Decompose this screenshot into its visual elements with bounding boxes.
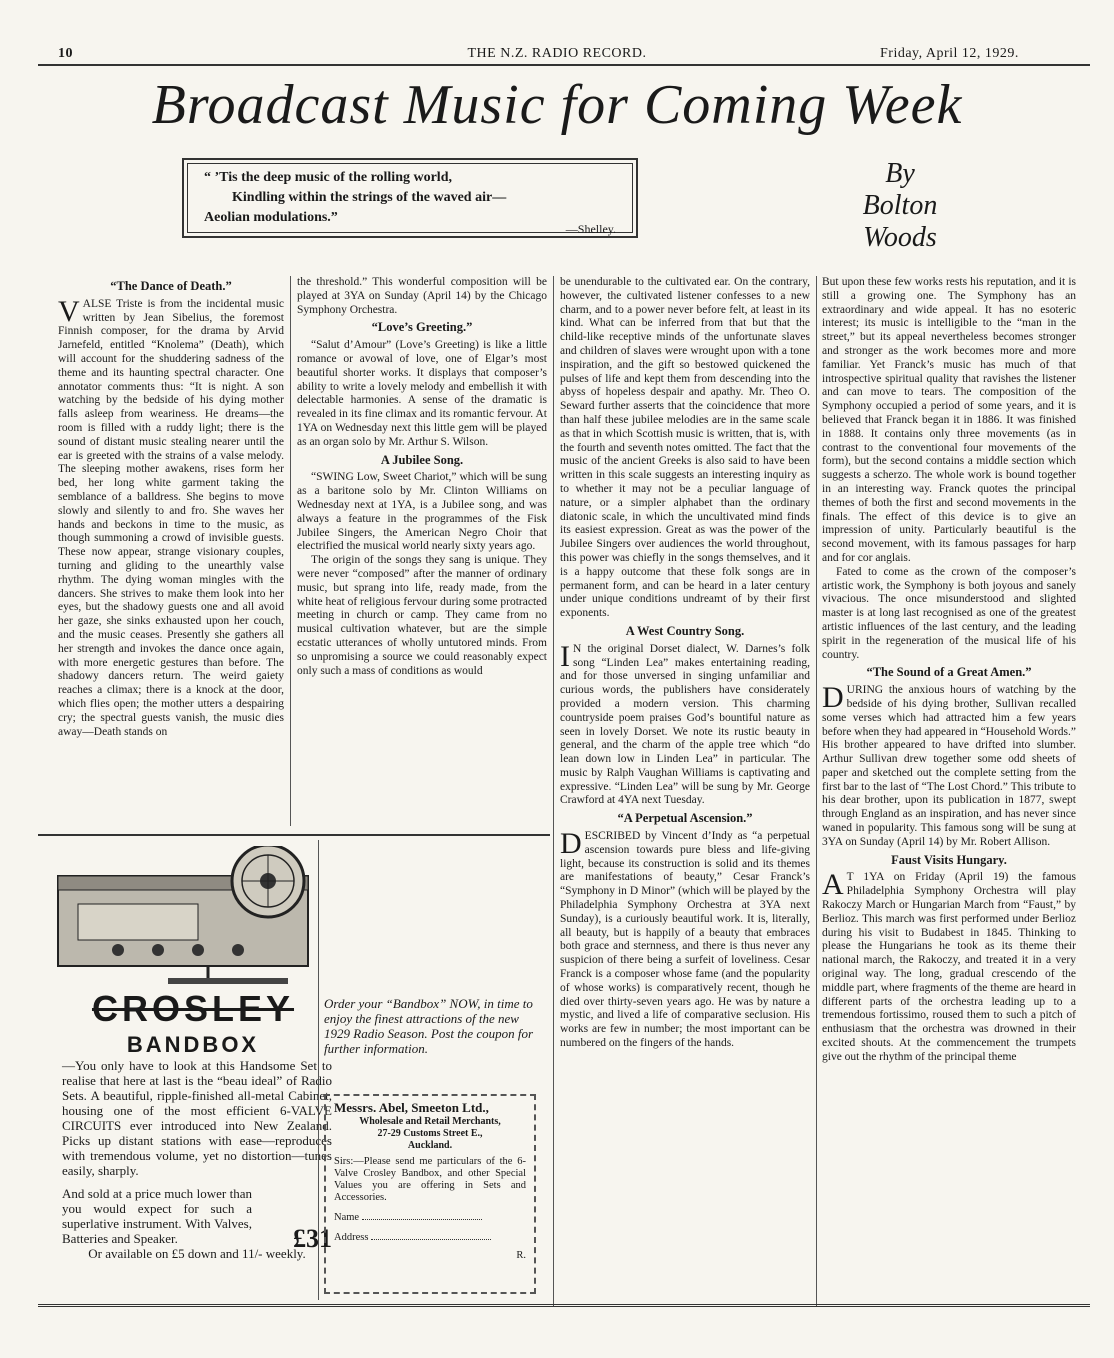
- paragraph: N the original Dorset dialect, W. Darnes’s folk song “Linden Lea” makes entertaining reading, and for those unversed in singing unfamiliar and curious words, the publishers have considerately provided a modern version. This charming countryside poem praises God’s bountiful nature as seen in lovely Dorset. We note its rustic beauty in general, and the charm of the apple tree which “do lean down low in Linden Lea” in particular. The music by Ralph Vaughan Williams is captivating and expressive. “Linden Lea” will be sung by Mr. George Crawford at 4YA next Tuesday.: [560, 642, 810, 807]
- paragraph: ESCRIBED by Vincent d’Indy as “a perpetual ascension towards pure bless and life-giving light, because its construction is solid and its themes are manifestations of beauty,” Cesar Franck’s “Symphony in D Minor” (which will be played by the Philadelphia Symphony Orchestra at 3YA next Sunday), is a curiously beautiful work. It is, literally, all beauty, but is happily of a beauty that embraces both grace and sternness, and there is thus never any suspicion of there being a surfeit of loveliness. Cesar Franck is a composer whose fame (and the popularity of whose works) is comparatively recent, though he died over thirty-seven years ago. He was by nature a mystic, and lived a life of comparative seclusion. His works are few in number; the most important can be numbered on the fingers of the hands.: [560, 830, 810, 1050]
- article-column-3: [560, 276, 810, 1326]
- drop-cap: D: [822, 681, 844, 715]
- epigraph-box: [182, 158, 638, 238]
- advert-terms: Or available on £5 down and 11/- weekly.: [88, 1246, 306, 1261]
- paragraph: be unendurable to the cultivated ear. On the contrary, however, the cultivated listener confesses to a new charm, and to a power never before felt, at least in its kind. What can be inferred from that but that the child-like receptive minds of the unfortunate slaves and children of slaves were wrought upon with a tone inspiration, and the gift so bestowed quickened the pulses of life and kept them from descending into the abyss of hopeless despair and apathy. Mr. Theo O. Seward further asserts that the coincidence that more than half these jubilee melodies are in the same scale as that in which Scottish music is written, that is, with the fourth and seventh notes omitted. The fact that the music of the ancient Greeks is also said to have been written in this scale suggests an interesting inquiry as to whether it may not be a peculiar language of nature, or a simpler alphabet than the ordinary diatonic scale, in which the uncultivated mind finds its easiest expression. Great as was the power of the Jubilee Singers over audiences the world throughout, this power was chiefly in the songs themselves, and it is a happy outcome that these folk songs are in permanent form, and can be heard in a later century under unique conditions undreamt of by their first exponents.: [560, 276, 810, 620]
- article-column-2: [297, 276, 547, 826]
- page-number: 10: [58, 46, 73, 61]
- coupon-street: 27-29 Customs Street E.,: [377, 1128, 483, 1139]
- advert-paragraph: —You only have to look at this Handsome Set to realise that here at last is the “beau ideal” of Radio Sets. A beautiful, ripple-finished all-metal Cabinet, housing one of the most efficient 6-VALVE CIRCUITS ever introduced into New Zealand. Picks up distant stations with ease—reproduces with tremendous volume, yet no distortion—tunes easily, sharply.: [62, 1058, 332, 1178]
- section-heading-west-country-song: A West Country Song.: [625, 623, 745, 638]
- paragraph: Fated to come as the crown of the composer’s artistic work, the Symphony is both joyous and sanely vivacious. The once misunderstood and slighted master is at long last recognised as one of the greatest artistic influences of the last century, and the leading spirit in the regeneration of the musical life of his country.: [822, 565, 1076, 661]
- crosley-advertisement: [38, 840, 550, 1300]
- section-heading-loves-greeting: “Love’s Greeting.”: [371, 320, 473, 335]
- byline: [845, 158, 955, 254]
- paragraph: URING the anxious hours of watching by the bedside of his dying brother, Sullivan recalled some verses which had attracted him a few years before when they had appeared in “Household Words.” His brother appeared to have drifted into slumber. Arthur Sullivan drew together some odd sheets of paper and sketched out the complete setting from the first bar to the last of “The Lost Chord.” This tribute to his dear brother, upon its publication in 1877, swept through England as an inspiration, and has never since waned in popularity. This famous song will be sung at 3YA on Sunday (April 14) by Mr. Robert Allison.: [822, 684, 1076, 848]
- paragraph: ALSE Triste is from the incidental music written by Jean Sibelius, the foremost Finnish composer, for the drama by Arvid Jarnefeld, entitled “Knolema” (Death), which will account for the shuddering sadness of the theme and its haunting spectral character. One annotator comments thus: “It is night. A son watching by the bedside of his dying mother falls asleep from weariness. He dreams—the room is filled with a ruddy light; there is the sound of distant music stealing nearer until the ear is greeted with the strains of a valse melody. The sleeping mother awakens, rises form her bed, her long white garment taking the semblance of a balldress. She begins to move slowly and silently to and fro. She waves her hands and beckons in time to the music, as though summoning a crowd of invisible guests. These now appear, strange visionary couples, turning and gliding to the unearthly valse rhythm. The dying woman mingles with the dancers. She strives to make them look into her eyes, but the shadowy guests one and all avoid her gaze, she sinks exhausted upon her couch, and the music ceases. Presently she gathers all her strength and invokes the dance once again, with more energetic gestures than before. The shadowy dancers return. The weird gaiety reaches a climax; there is a knock at the door, which flies open; the mother utters a despairing cry; the spectral guests vanish, the music dies away—Death stands on: [58, 297, 284, 738]
- order-coupon[interactable]: [324, 1094, 536, 1294]
- epigraph-line-1: “ ’Tis the deep music of the rolling world,: [204, 170, 452, 185]
- paragraph: “SWING Low, Sweet Chariot,” which will be sung as a baritone solo by Mr. Clinton Williams on Wednesday next at 1YA, is a Jubilee song, and was always a feature in the programmes of the Fisk Jubilee Singers, the American Negro Choir that electrified the musical world nearly sixty years ago.: [297, 471, 547, 553]
- epigraph-attribution: —Shelley.: [565, 222, 616, 236]
- byline-first: Bolton: [862, 190, 938, 221]
- drop-cap: A: [822, 868, 844, 902]
- section-heading-perpetual-ascension: “A Perpetual Ascension.”: [617, 811, 753, 826]
- header-rule: [38, 64, 1090, 66]
- coupon-trade: Wholesale and Retail Merchants,: [359, 1116, 501, 1127]
- advert-price-row: [62, 1186, 332, 1253]
- paragraph: But upon these few works rests his reputation, and it is still a growing one. The Symphony has an extraordinary and wide appeal. It has no esoteric interest; its music is intelligible to the “man in the street,” but its appeal nevertheless becomes stronger and stronger as the work becomes more and more familiar. Yet Franck’s music has much of that introspective spiritual quality that ravishes the listener and can move to tears. The composition of the Symphony occupied a period of some years, and it is believed that Franck began it in 1886. It was finished in 1888. It contains only three movements (as in contrast to the conventional four movements of the form), but the second contains a middle section which suggests a scherzo. The whole work is bound together in an interesting way. Franck quotes the principal themes of both the first and second movements in the finals. The effect of this device is to give an impression of unity. Particularly beautiful is the second movement, with its famous passages for harp and for cor anglais.: [822, 276, 1076, 564]
- paragraph: T 1YA on Friday (April 19) the famous Philadelphia Symphony Orchestra will play Rakoczy March or Hungarian March from “Faust,” by Berlioz. This march was first performed under Berlioz during his visit to Budabest in 1845. Thinking to please the Hungarians he took as its theme their national march, the Rakoczy, and treated it in a very original way. The long, gradual crescendo of the middle part, where fragments of the theme are heard in different parts of the orchestra leading up to a tremendous fortissimo, roused them to such a pitch of enthusiasm that the orchestra was drowned in their excited shouts. At the commencement the trumpets give out the rhythm of the principal theme: [822, 871, 1076, 1063]
- radio-set-illustration: [48, 846, 548, 986]
- order-prompt: Order your “Bandbox” NOW, in time to enjoy the finest attractions of the new 1929 Radio Season. Post the coupon for further information.: [324, 996, 534, 1056]
- coupon-code: R.: [516, 1250, 526, 1261]
- paragraph: The origin of the songs they sang is unique. They were never “composed” after the manner of ordinary music, but sprang into life, ready made, from the white heat of religious fervour during some protracted meeting in church or camp. They came from no musical cultivation whatever, but are the simple ecstatic utterances of wholly untutored minds. From so unpromising a source we could reasonably expect only such a mass of conditions as would: [297, 554, 547, 677]
- section-heading-faust-hungary: Faust Visits Hungary.: [891, 852, 1007, 867]
- coupon-name-label: Name: [334, 1212, 360, 1223]
- coupon-firm: Messrs. Abel, Smeeton Ltd.,: [334, 1100, 489, 1115]
- page-headline: Broadcast Music for Coming Week: [151, 74, 963, 136]
- advert-top-rule: [38, 834, 550, 836]
- advert-body: [62, 1058, 332, 1269]
- drop-cap: D: [560, 827, 582, 861]
- coupon-name-field[interactable]: [334, 1212, 526, 1224]
- article-column-1: [58, 276, 284, 826]
- paragraph: “Salut d’Amour” (Love’s Greeting) is like a little romance or avowal of love, one of Elgar’s most beautiful shorter works. It displays that composer’s ability to write a lovely melody and embellish it with delectable harmonies. A sense of the dramatic is revealed in its fine climax and its romantic fervour. At 1YA on Wednesday next this little gem will be played as an organ solo by Mr. Arthur S. Wilson.: [297, 339, 547, 448]
- issue-date: Friday, April 12, 1929.: [880, 46, 1019, 61]
- column-divider: [290, 276, 291, 826]
- product-name: BANDBOX: [126, 1032, 260, 1057]
- byline-last: Woods: [863, 222, 937, 253]
- paragraph: the threshold.” This wonderful composition will be played at 3YA on Sunday (April 14) by the Chicago Symphony Orchestra.: [297, 276, 547, 316]
- article-column-4: [822, 276, 1076, 1326]
- section-heading-great-amen: “The Sound of a Great Amen.”: [866, 665, 1032, 680]
- coupon-body: Sirs:—Please send me particulars of the 6-Valve Crosley Bandbox, and other Special Values you are offering in Sets and Accessories.: [334, 1156, 526, 1203]
- brand-wordmark: CROSLEY: [91, 988, 295, 1029]
- publication-title: THE N.Z. RADIO RECORD.: [467, 46, 647, 61]
- coupon-address-block: [334, 1116, 526, 1152]
- drop-cap: I: [560, 639, 570, 673]
- column-divider: [816, 276, 817, 1306]
- section-heading-jubilee-song: A Jubilee Song.: [380, 452, 464, 467]
- page-bottom-rule: [38, 1304, 1090, 1307]
- coupon-address-label: Address: [334, 1232, 369, 1243]
- column-divider: [553, 276, 554, 1306]
- coupon-address-field[interactable]: [334, 1232, 526, 1244]
- drop-cap: V: [58, 294, 80, 328]
- byline-by: By: [885, 158, 915, 189]
- epigraph-line-3: Aeolian modulations.”: [204, 210, 338, 225]
- epigraph-line-2: Kindling within the strings of the waved air—: [232, 190, 507, 205]
- advert-price: £31: [293, 1224, 332, 1253]
- advert-divider: [318, 840, 319, 1300]
- section-heading-dance-of-death: “The Dance of Death.”: [110, 279, 232, 293]
- advert-paragraph: And sold at a price much lower than you would expect for such a superlative instrument. With Valves, Batteries and Speaker.: [62, 1186, 252, 1246]
- coupon-city: Auckland.: [407, 1140, 453, 1151]
